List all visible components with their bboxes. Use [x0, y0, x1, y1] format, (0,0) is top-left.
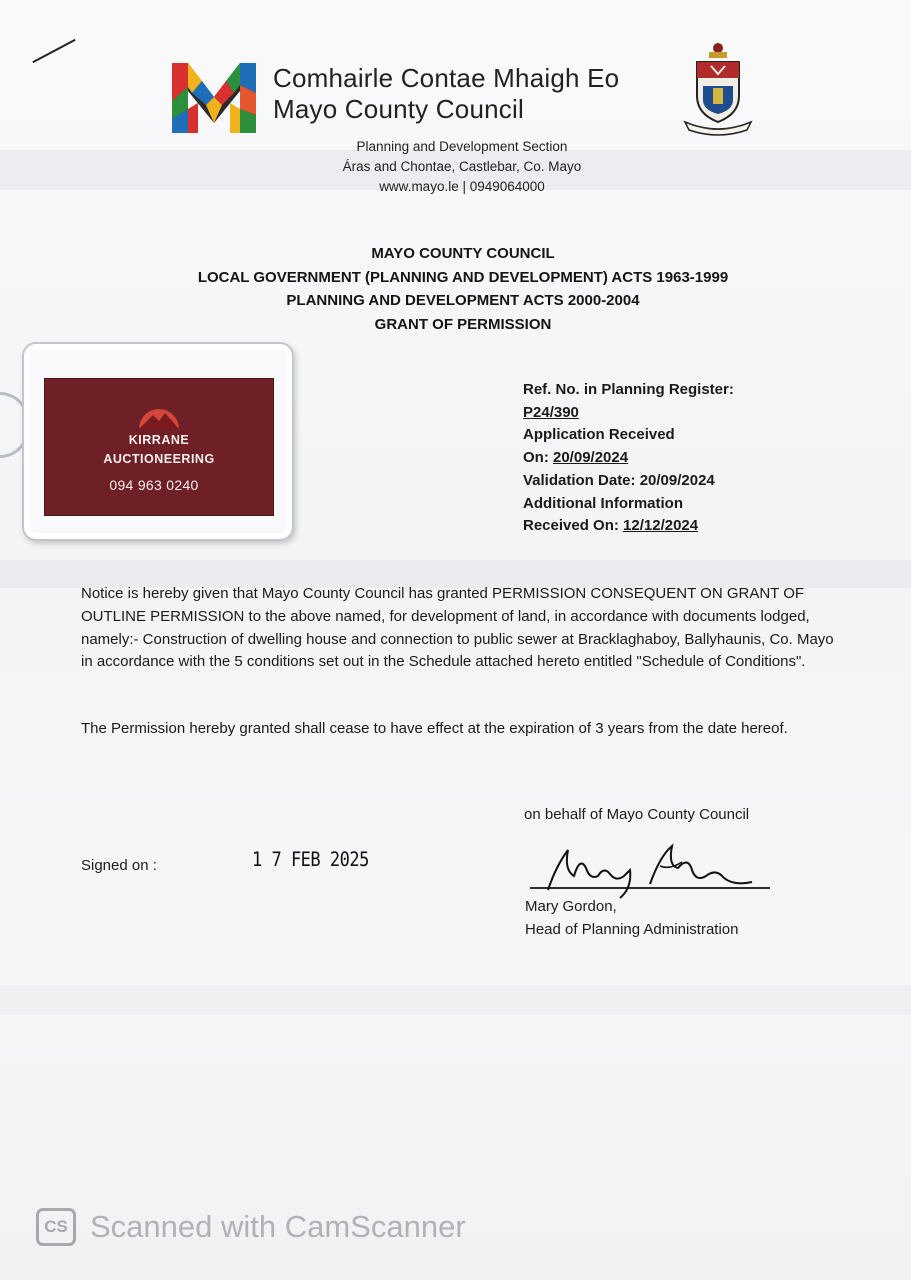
signatory-name: Mary Gordon, [525, 898, 617, 915]
council-name-english: Mayo County Council [273, 94, 524, 124]
additional-received-date: 12/12/2024 [623, 517, 699, 535]
address-line: Áras and Chontae, Castlebar, Co. Mayo [342, 159, 582, 174]
brand-line-1: KIRRANE [128, 433, 190, 447]
auctioneer-phone: 094 963 0240 [109, 477, 199, 493]
council-address [300, 137, 624, 197]
notice-paragraph: Notice is hereby given that Mayo County Council has granted PERMISSION CONSEQUENT ON GRANT OF OUTLINE PERMISSION to the above named, for development of land, in accordance with documents lodged, namely:- Construction of dwelling house and connection to public sewer at Bracklaghaboy, Ballyhaunis, Co. Mayo in accordance with the 5 conditions set out in the Schedule attached hereto entitled "Schedule of Conditions". [81, 585, 834, 671]
on-behalf-text: on behalf of Mayo County Council [524, 806, 750, 823]
auctioneer-card [44, 378, 274, 516]
contact-line: www.mayo.le | 0949064000 [379, 179, 545, 194]
council-name-irish: Comhairle Contae Mhaigh Eo [273, 63, 620, 93]
signatory-title: Head of Planning Administration [525, 921, 739, 938]
mayo-m-logo-icon [172, 63, 256, 133]
validation-date: 20/09/2024 [639, 471, 715, 489]
application-date: 20/09/2024 [553, 449, 629, 467]
register-number: P24/390 [523, 403, 579, 421]
camscanner-text: Scanned with CamScanner [90, 1209, 466, 1244]
auctioneer-brand [45, 431, 273, 469]
application-received-label: Application Received [523, 426, 675, 444]
title-line-3: PLANNING AND DEVELOPMENT ACTS 2000-2004 [286, 292, 640, 309]
title-line-2: LOCAL GOVERNMENT (PLANNING AND DEVELOPMENT) ACTS 1963-1999 [197, 268, 729, 286]
reference-block [523, 379, 903, 538]
brand-line-2: AUCTIONEERING [103, 452, 215, 466]
camscanner-logo: CS [36, 1208, 76, 1246]
signatory-block [525, 895, 738, 941]
additional-received-label: Received On: [523, 517, 619, 535]
coat-of-arms-icon [683, 40, 753, 136]
title-line-1: MAYO COUNTY COUNCIL [371, 245, 555, 262]
scan-shading [0, 985, 911, 1015]
document-title [160, 242, 766, 336]
additional-info-label: Additional Information [523, 494, 683, 512]
register-label: Ref. No. in Planning Register: [523, 381, 734, 398]
council-name [273, 63, 619, 125]
validation-label: Validation Date: [523, 471, 636, 489]
title-line-4: GRANT OF PERMISSION [374, 315, 552, 333]
section-name: Planning and Development Section [356, 139, 568, 154]
signed-on-label: Signed on : [81, 857, 157, 874]
expiry-paragraph: The Permission hereby granted shall cease to have effect at the expiration of 3 years from the date hereof. [81, 720, 788, 737]
date-stamp: 1 7 FEB 2025 [252, 848, 369, 872]
application-on-label: On: [523, 449, 549, 467]
sun-logo-icon [135, 403, 183, 429]
